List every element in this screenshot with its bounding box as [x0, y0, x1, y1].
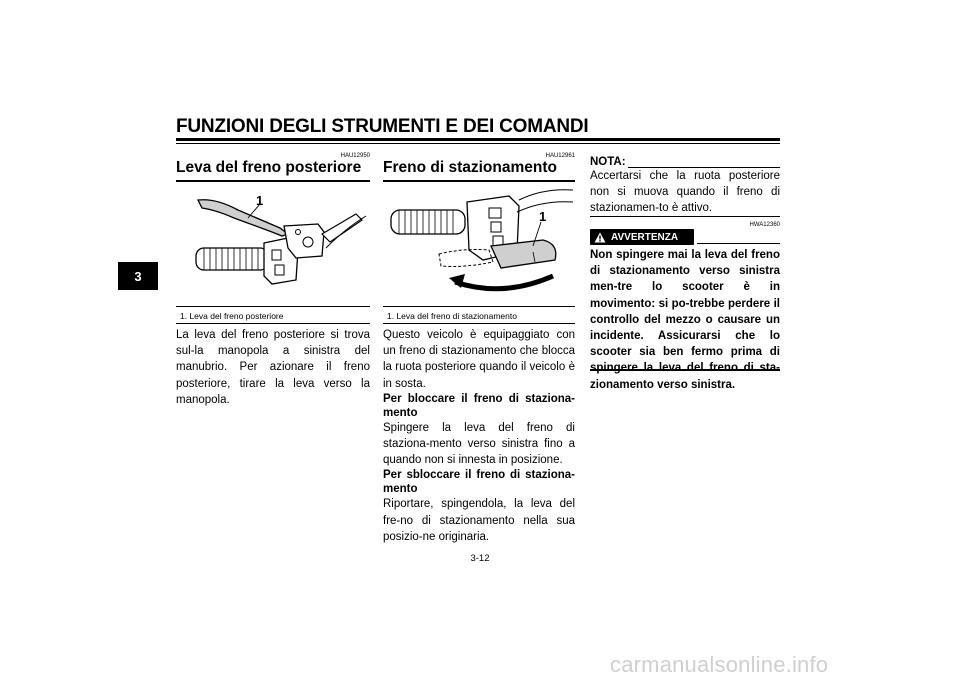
unlock-heading: Per sbloccare il freno di staziona-mento	[383, 469, 575, 496]
warning-label: AVVERTENZA	[611, 231, 679, 243]
rear-brake-lever-illustration	[176, 188, 370, 292]
unlock-text: Riportare, spingendola, la leva del fre-no di stazionamento nella sua posizio-ne originaria.	[383, 498, 575, 543]
body-text-parking-brake	[383, 327, 575, 545]
warning-badge	[590, 229, 694, 245]
page-number: 3-12	[470, 553, 490, 564]
nota-label: NOTA:	[590, 156, 626, 168]
lock-text: Spingere la leva del freno di staziona-mento verso sinistra fino a quando non si innesta in posizione.	[383, 421, 575, 467]
nota-paragraph: Accertarsi che la ruota posteriore non si muova quando il freno di stazionamen-to è attivo.	[590, 170, 780, 215]
figure-caption: 1. Leva del freno posteriore	[180, 311, 284, 321]
watermark: carmanualsonline.info	[610, 652, 829, 677]
paragraph: La leva del freno posteriore si trova sul-la manopola a sinistra del manubrio. Per azionare il freno posteriore, tirare la leva verso la manopola.	[176, 329, 370, 406]
caption-rule-top	[176, 306, 370, 307]
callout-1: 1	[539, 209, 547, 224]
section-code: HAU12950	[340, 153, 370, 159]
figure-caption: 1. Leva del freno di stazionamento	[387, 311, 517, 321]
page-title: FUNZIONI DEGLI STRUMENTI E DEI COMANDI	[176, 116, 589, 137]
caption-rule-bottom	[383, 323, 575, 324]
nota-end-rule	[590, 216, 780, 217]
warning-end-rule	[590, 369, 780, 371]
warning-rule	[697, 243, 780, 244]
header-rule-thin	[176, 143, 780, 144]
header-rule	[176, 138, 780, 141]
callout-1: 1	[256, 193, 264, 208]
caption-rule-bottom	[176, 323, 370, 324]
body-text-rear-brake	[176, 327, 370, 408]
nota-text	[590, 168, 780, 217]
warning-icon	[594, 232, 606, 243]
section-title-parking-brake: Freno di stazionamento	[383, 159, 557, 176]
parking-brake-lever-illustration	[383, 188, 575, 298]
warning-text: Non spingere mai la leva del freno di stazionamento verso sinistra men-tre lo scooter è in movimento: si po-trebbe perdere il controllo del mezzo o causare un incidente. Assicurarsi che lo scooter sia ben fermo prima di zionamento verso sinistra.	[590, 249, 780, 391]
section-title-rear-brake: Leva del freno posteriore	[176, 159, 362, 176]
caption-rule-top	[383, 306, 575, 307]
lock-heading: Per bloccare il freno di staziona-mento	[383, 392, 575, 419]
section-title-rule	[383, 180, 575, 182]
paragraph-intro: Questo veicolo è equipaggiato con un freno di stazionamento che blocca la ruota posteriore quando il veicolo è in sosta.	[383, 329, 575, 390]
section-code: HAU12961	[545, 153, 575, 159]
section-title-rule	[176, 180, 370, 182]
chapter-tab: 3	[118, 262, 158, 290]
warning-code: HWA12360	[749, 222, 780, 228]
